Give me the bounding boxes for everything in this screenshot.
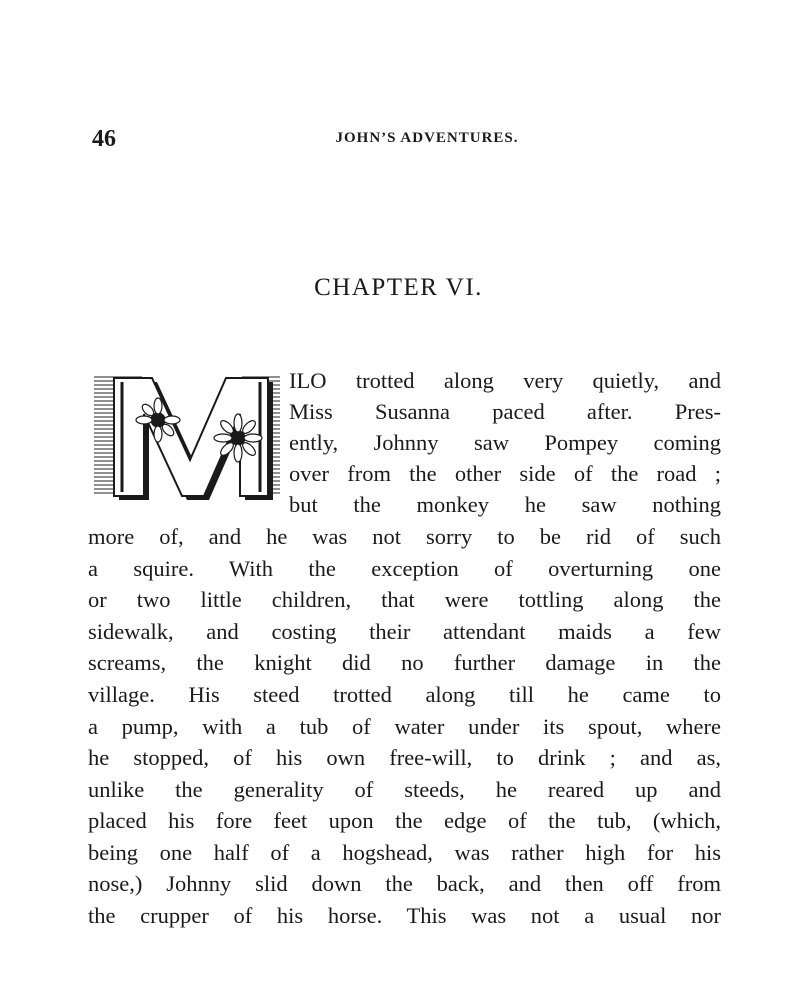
text-line: he stopped, of his own free-will, to drink ; and as, [88,745,721,770]
text-line: ILO trotted along very quietly, and [289,368,721,393]
drop-cap-letter: M [92,368,94,369]
text-line: more of, and he was not sorry to be rid of such [88,524,721,549]
text-line: Miss Susanna paced after. Pres- [289,399,721,424]
text-line: screams, the knight did no further damage in the [88,650,721,675]
text-line: being one half of a hogshead, was rather high for his [88,840,721,865]
page-number: 46 [92,126,116,152]
text-line: a squire. With the exception of overturning one [88,556,721,581]
text-line: ently, Johnny saw Pompey coming [289,430,721,455]
text-line: or two little children, that were tottling along the [88,587,721,612]
text-line: placed his fore feet upon the edge of the tub, (which, [88,808,721,833]
text-line: nose,) Johnny slid down the back, and then off from [88,871,721,896]
running-title: JOHN’S ADVENTURES. [335,130,519,146]
text-line: a pump, with a tub of water under its spout, where [88,714,721,739]
running-head [92,126,722,156]
text-line: sidewalk, and costing their attendant maids a few [88,619,721,644]
chapter-title: CHAPTER VI. [314,274,483,301]
text-line: but the monkey he saw nothing [289,492,721,517]
drop-cap-m-ornament [92,368,282,500]
text-line: unlike the generality of steeds, he reared up and [88,777,721,802]
text-line: the crupper of his horse. This was not a usual nor [88,903,721,928]
text-line: over from the other side of the road ; [289,461,721,486]
text-line: village. His steed trotted along till he came to [88,682,721,707]
